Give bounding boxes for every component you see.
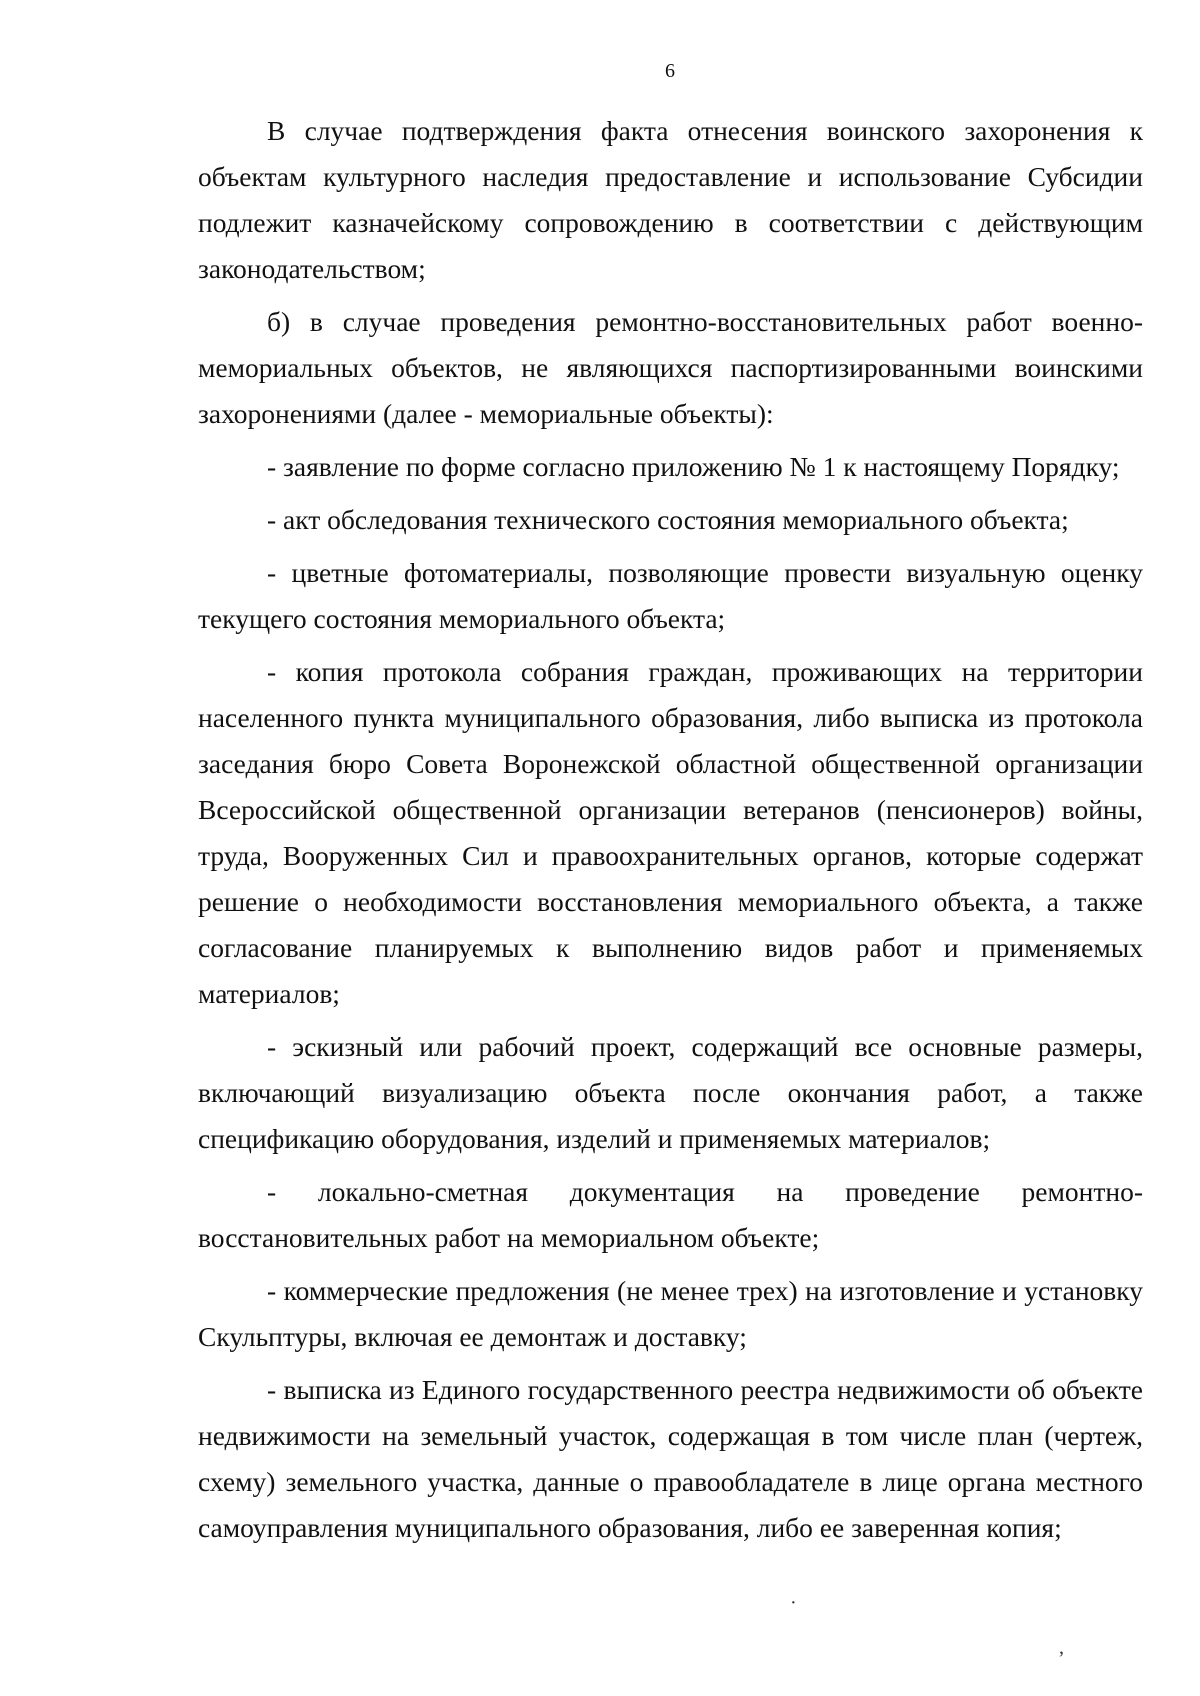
list-item-meeting-protocol: - копия протокола собрания граждан, проживающих на территории населенного пункта муниципального образования, либо выписка из протокола заседания бюро Совета Воронежской областной общественной организации Всероссийской общественной организации ветеранов (пенсионеров) войны, труда, Вооруженных Сил и правоохранительных органов, которые содержат решение о необходимости восстановления мемориального объекта, а также согласование планируемых к выполнению видов работ и применяемых материалов; xyxy=(198,656,1143,1009)
list-item-inspection-act: - акт обследования технического состояния мемориального объекта; xyxy=(267,504,1069,535)
scan-dot: · xyxy=(790,1592,797,1614)
paragraph-item-b: б) в случае проведения ремонтно-восстановительных работ военно-мемориальных объектов, не являющихся паспортизированными воинскими захоронениями (далее - мемориальные объекты): xyxy=(198,306,1143,429)
paragraph-treasury-support: В случае подтверждения факта отнесения воинского захоронения к объектам культурного наследия предоставление и использование Субсидии подлежит казначейскому сопровождению в соответствии с действующим законодательством; xyxy=(198,115,1143,284)
list-item-registry-extract: - выписка из Единого государственного реестра недвижимости об объекте недвижимости на земельный участок, содержащая в том числе план (чертеж, схему) земельного участка, данные о правообладателе в лице органа местного самоуправления муниципального образования, либо ее заверенная копия; xyxy=(198,1374,1143,1543)
list-item-estimate-documentation: - локально-сметная документация на проведение ремонтно-восстановительных работ на мемориальном объекте; xyxy=(198,1176,1143,1253)
document-body xyxy=(198,108,1143,1558)
list-item-commercial-offers: - коммерческие предложения (не менее трех) на изготовление и установку Скульптуры, включая ее демонтаж и доставку; xyxy=(198,1275,1143,1352)
list-item-application: - заявление по форме согласно приложению № 1 к настоящему Порядку; xyxy=(267,451,1120,482)
list-item-design-project: - эскизный или рабочий проект, содержащий все основные размеры, включающий визуализацию объекта после окончания работ, а также спецификацию оборудования, изделий и применяемых материалов; xyxy=(198,1031,1143,1154)
scan-tick: ʼ xyxy=(1058,1648,1065,1670)
page-number: 6 xyxy=(665,60,675,82)
list-item-photo-materials: - цветные фотоматериалы, позволяющие провести визуальную оценку текущего состояния мемориального объекта; xyxy=(198,557,1143,634)
